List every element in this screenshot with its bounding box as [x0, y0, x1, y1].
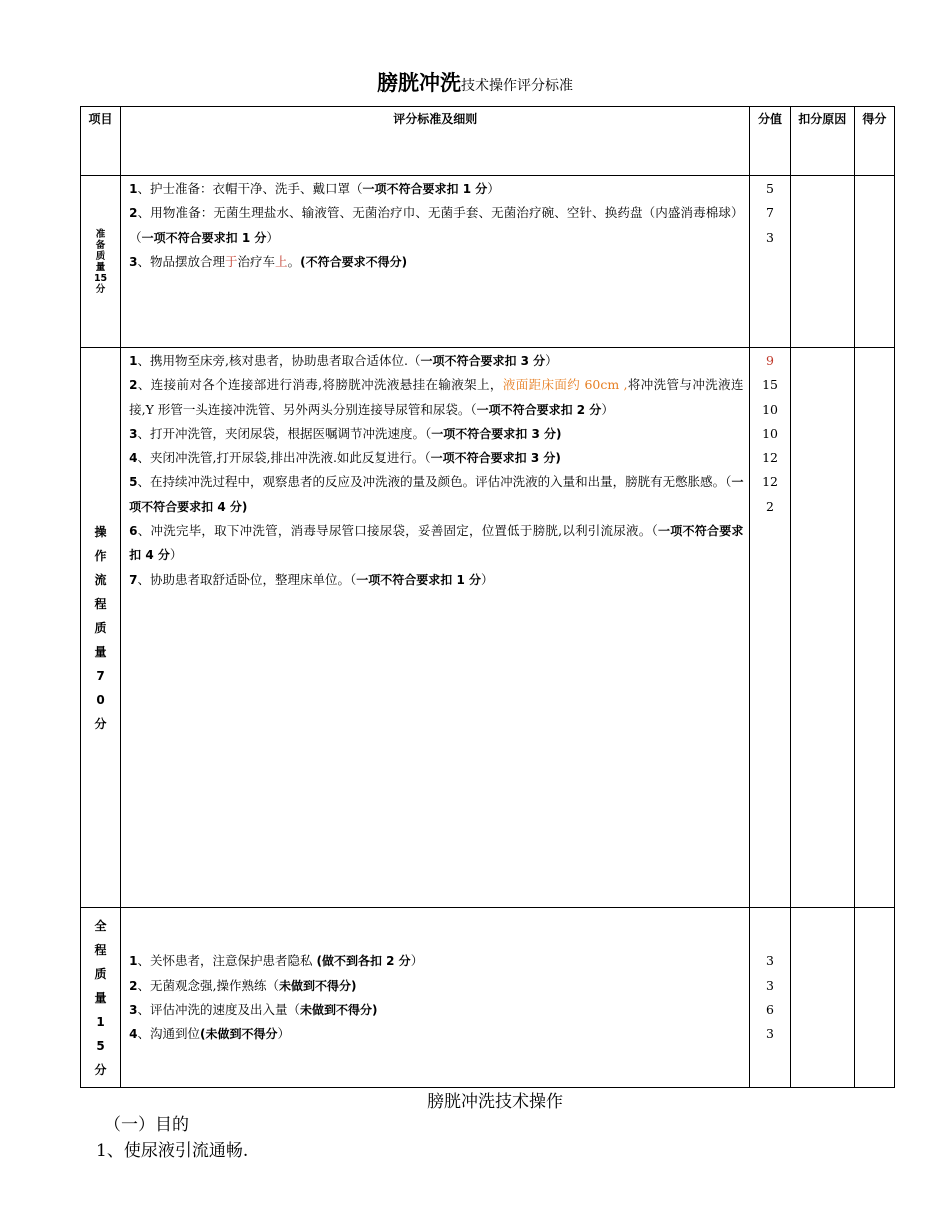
- document-title: [0, 68, 950, 101]
- title-main: 膀胱冲洗: [377, 71, 461, 95]
- score-value: 7: [766, 205, 774, 221]
- table-row-operation: [81, 348, 895, 908]
- detail-line: 7、协助患者取舒适卧位，整理床单位。（一项不符合要求扣 1 分）: [129, 571, 494, 587]
- detail-line: 4、夹闭冲洗管,打开尿袋,排出冲洗液.如此反复进行。（一项不符合要求扣 3 分): [129, 450, 561, 466]
- detail-line: 2、用物准备：无菌生理盐水、输液管、无菌治疗巾、无菌手套、无菌治疗碗、空针、换药盘（内盛消毒棉球）（一项不符合要求扣 1 分）: [129, 205, 744, 245]
- detail-line: 5、在持续冲洗过程中，观察患者的反应及冲洗液的量及颜色。评估冲洗液的入量和出量，膀胱有无憋胀感。（一项不符合要求扣 4 分): [129, 474, 744, 514]
- section-detail-preparation: [121, 176, 750, 348]
- score-value: 5: [766, 181, 774, 196]
- section-scores-preparation: [750, 176, 790, 348]
- reason-cell[interactable]: [790, 176, 854, 348]
- header-score: 分值: [750, 107, 790, 176]
- score-value: 3: [766, 953, 774, 969]
- section-scores-overall: [750, 908, 790, 1088]
- section-scores-operation: [750, 348, 790, 908]
- score-value: 6: [766, 1002, 774, 1017]
- procedure-title: 膀胱冲洗技术操作: [427, 1092, 563, 1112]
- header-item: 项目: [81, 107, 121, 176]
- header-got: 得分: [854, 107, 894, 176]
- got-cell[interactable]: [854, 348, 894, 908]
- detail-line: 1、携用物至床旁,核对患者，协助患者取合适体位.（一项不符合要求扣 3 分）: [129, 353, 558, 368]
- table-row-preparation: [81, 176, 895, 348]
- detail-line: 3、打开冲洗管，夹闭尿袋，根据医嘱调节冲洗速度。（一项不符合要求扣 3 分): [129, 425, 562, 441]
- detail-line: 6、冲洗完毕，取下冲洗管，消毒导尿管口接尿袋，妥善固定，位置低于膀胱,以利引流尿液。（一项不符合要求扣 4 分）: [129, 523, 744, 563]
- section-detail-overall: [121, 908, 750, 1088]
- score-value: 2: [766, 498, 774, 514]
- score-value: 10: [762, 425, 778, 441]
- score-value: 3: [766, 977, 774, 993]
- got-cell[interactable]: [854, 908, 894, 1088]
- score-value: 10: [762, 401, 778, 417]
- header-reason: 扣分原因: [790, 107, 854, 176]
- section-label-operation: 操作流程质量70分: [81, 348, 121, 908]
- purpose-heading: （一）目的: [104, 1115, 189, 1135]
- score-value: 15: [762, 377, 778, 393]
- scoring-table: [80, 106, 895, 1088]
- score-value: 9: [766, 353, 774, 368]
- section-detail-operation: [121, 348, 750, 908]
- reason-cell[interactable]: [790, 348, 854, 908]
- table-header-row: [81, 107, 895, 176]
- section-label-overall: 全程质量15分: [81, 908, 121, 1088]
- title-sub: 技术操作评分标准: [461, 78, 573, 94]
- table-row-overall: [81, 908, 895, 1088]
- detail-line: 2、连接前对各个连接部进行消毒,将膀胱冲洗液悬挂在输液架上，液面距床面约 60cm ,将冲洗管与冲洗液连接,Y 形管一头连接冲洗管、另外两头分别连接导尿管和尿袋。（一项不符合要求扣 2 分）: [129, 377, 744, 417]
- detail-line: 2、无菌观念强,操作熟练（未做到不得分): [129, 977, 357, 993]
- purpose-item-1: 1、使尿液引流通畅.: [96, 1141, 249, 1161]
- score-value: 12: [762, 450, 778, 466]
- got-cell[interactable]: [854, 176, 894, 348]
- detail-line: 3、物品摆放合理于治疗车上。(不符合要求不得分): [129, 253, 408, 269]
- header-detail: 评分标准及细则: [121, 107, 750, 176]
- score-value: 3: [766, 229, 774, 245]
- reason-cell[interactable]: [790, 908, 854, 1088]
- detail-line: 3、评估冲洗的速度及出入量（未做到不得分): [129, 1002, 378, 1017]
- detail-line: 1、护士准备：衣帽干净、洗手、戴口罩（一项不符合要求扣 1 分）: [129, 181, 500, 196]
- section-label-preparation: 准备质量15分: [81, 176, 121, 348]
- detail-line: 1、关怀患者，注意保护患者隐私 (做不到各扣 2 分）: [129, 953, 424, 969]
- detail-line: 4、沟通到位(未做到不得分）: [129, 1026, 291, 1042]
- score-value: 12: [762, 474, 778, 490]
- score-value: 3: [766, 1026, 774, 1042]
